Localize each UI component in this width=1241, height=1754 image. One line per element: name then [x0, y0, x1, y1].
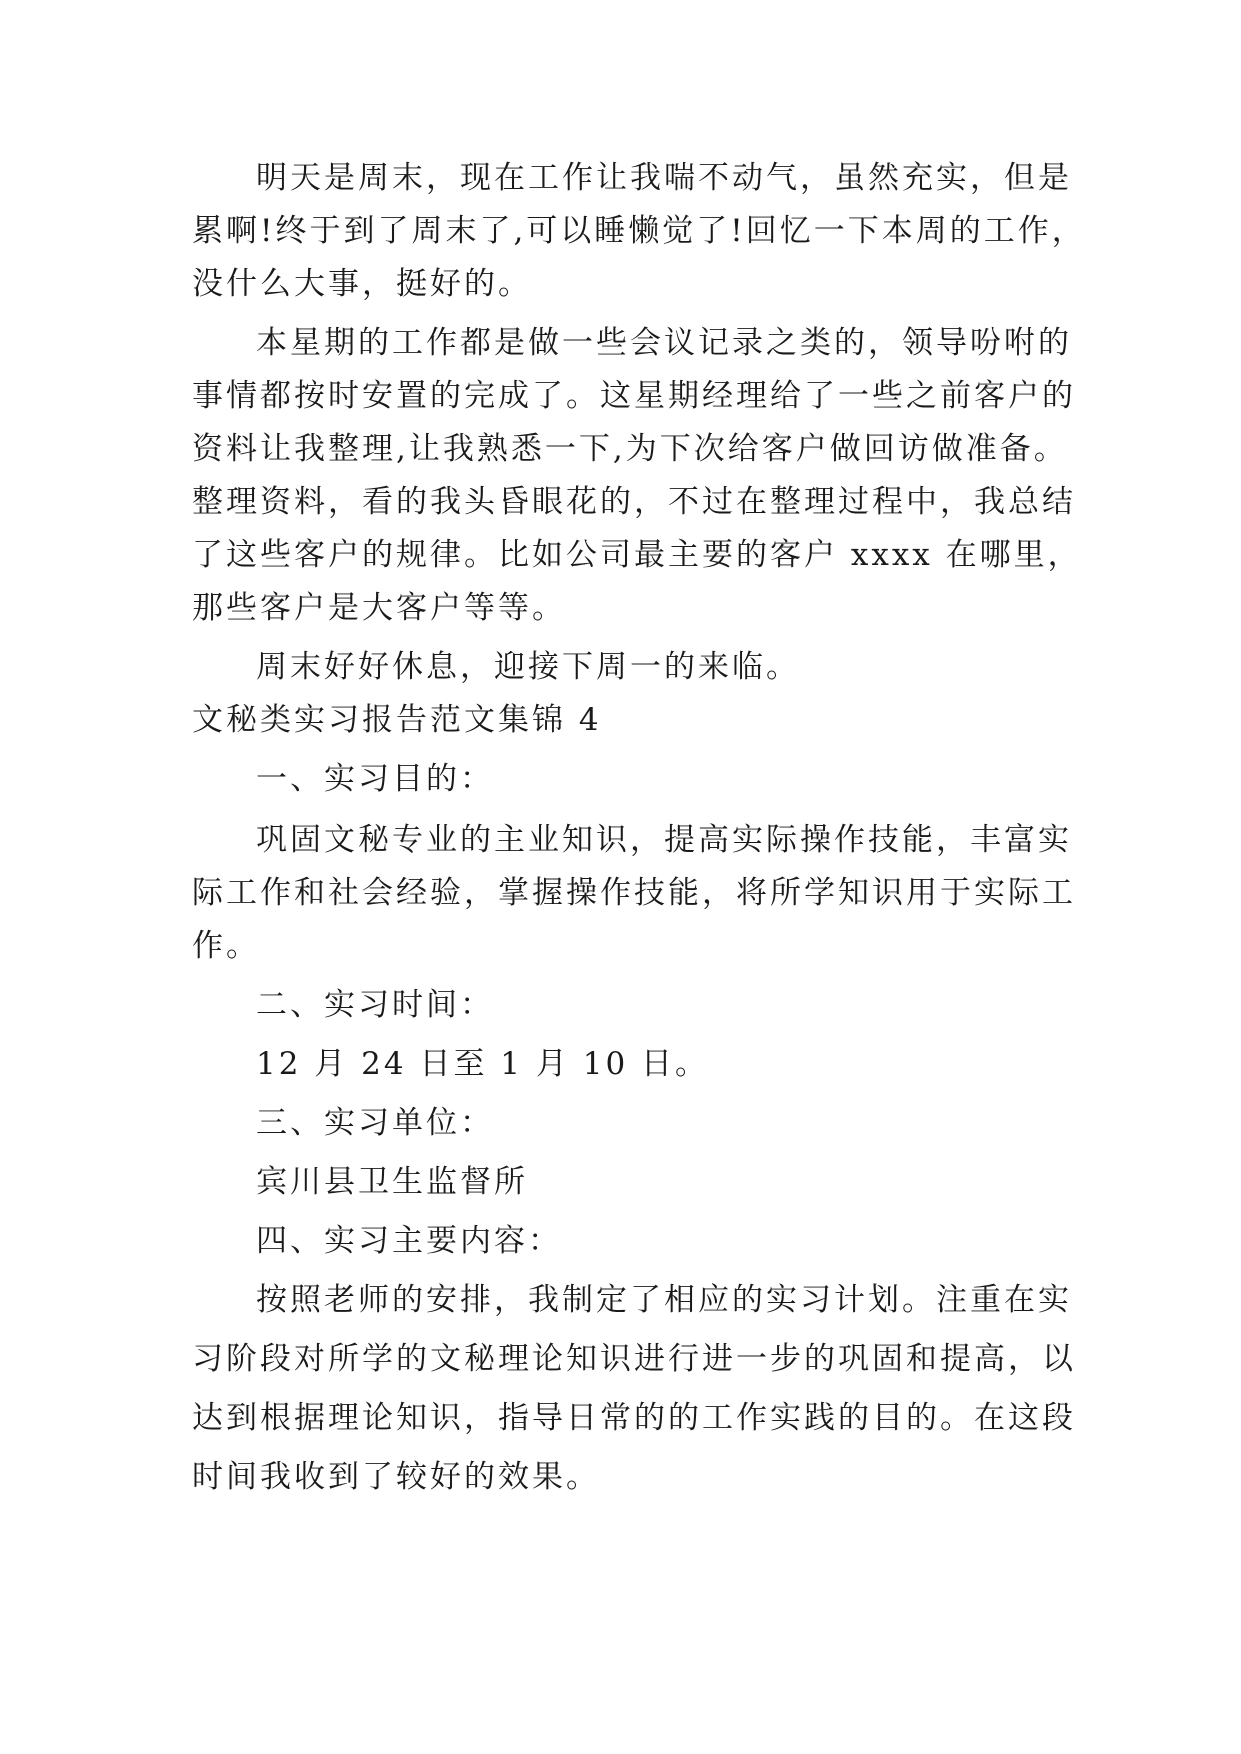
section-title: 文秘类实习报告范文集锦 4 [192, 702, 602, 738]
paragraph-line: 作。 [192, 928, 260, 964]
paragraph-line: 宾川县卫生监督所 [256, 1164, 528, 1200]
paragraph-line: 巩固文秘专业的主业知识，提高实际操作技能，丰富实 [256, 822, 1072, 858]
paragraph-line: 没什么大事，挺好的。 [192, 266, 532, 302]
paragraph-line: 事情都按时安置的完成了。这星期经理给了一些之前客户的 [192, 378, 1076, 414]
section-heading: 四、实习主要内容： [256, 1223, 562, 1259]
paragraph-line: 12 月 24 日至 1 月 10 日。 [256, 1046, 710, 1082]
section-heading: 一、实习目的： [256, 761, 494, 797]
paragraph-line: 了这些客户的规律。比如公司最主要的客户 xxxx 在哪里， [192, 537, 1082, 573]
paragraph-line: 累啊!终于到了周末了,可以睡懒觉了!回忆一下本周的工作， [192, 213, 1086, 249]
section-heading: 三、实习单位： [256, 1105, 494, 1141]
paragraph-line: 际工作和社会经验，掌握操作技能，将所学知识用于实际工 [192, 875, 1076, 911]
paragraph-line: 按照老师的安排，我制定了相应的实习计划。注重在实 [256, 1282, 1072, 1318]
paragraph-line: 本星期的工作都是做一些会议记录之类的，领导吩咐的 [256, 325, 1072, 361]
paragraph-line: 资料让我整理,让我熟悉一下,为下次给客户做回访做准备。 [192, 431, 1068, 467]
paragraph-line: 习阶段对所学的文秘理论知识进行进一步的巩固和提高，以 [192, 1341, 1076, 1377]
paragraph-line: 达到根据理论知识，指导日常的的工作实践的目的。在这段 [192, 1400, 1076, 1436]
paragraph-line: 明天是周末，现在工作让我喘不动气，虽然充实，但是 [256, 160, 1072, 196]
section-heading: 二、实习时间： [256, 987, 494, 1023]
paragraph-line: 那些客户是大客户等等。 [192, 590, 566, 626]
paragraph-line: 整理资料，看的我头昏眼花的，不过在整理过程中，我总结 [192, 484, 1076, 520]
paragraph-line: 时间我收到了较好的效果。 [192, 1459, 600, 1495]
paragraph-line: 周末好好休息，迎接下周一的来临。 [256, 649, 800, 685]
